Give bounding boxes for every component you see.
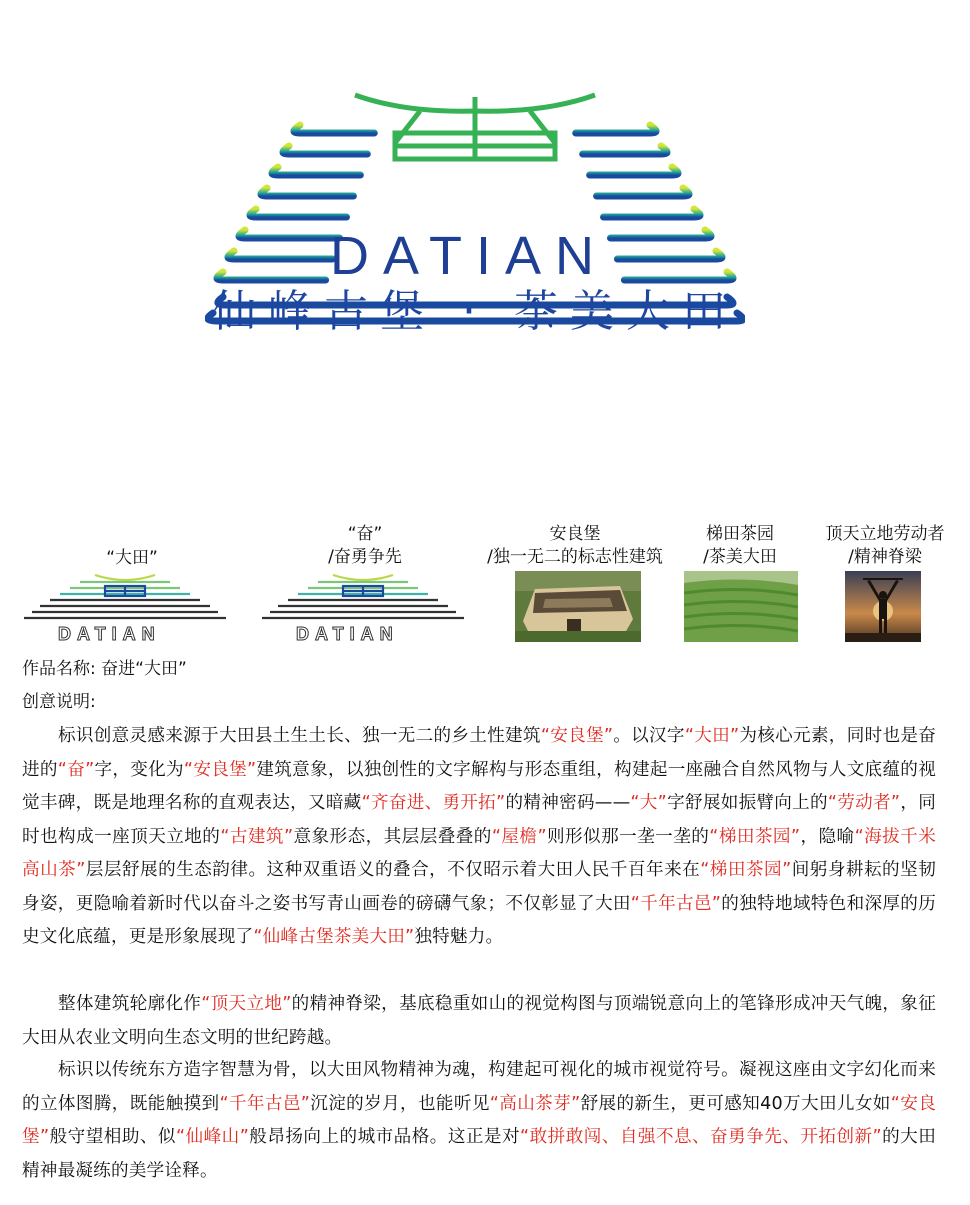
highlight-phrase: “高山茶芽” — [489, 1093, 581, 1114]
brand-wordmark: DATIAN — [330, 226, 609, 286]
highlight-phrase: “梯田茶园” — [700, 860, 792, 880]
caption-worker: 顶天立地劳动者 /精神脊梁 — [825, 524, 945, 567]
mini-wordmark-datian: DATIAN — [58, 624, 161, 644]
highlight-phrase: “安良堡” — [540, 726, 614, 746]
description-label: 创意说明: — [22, 692, 96, 712]
eave-stroke — [604, 209, 700, 217]
description-paragraph-2 — [22, 988, 936, 1055]
eave-stroke — [583, 146, 667, 154]
highlight-phrase: “顶天立地” — [201, 994, 292, 1014]
mini-wordmark-fen: DATIAN — [296, 624, 399, 644]
highlight-phrase: “大田” — [684, 726, 740, 746]
eave-stroke — [597, 188, 689, 196]
highlight-phrase: “梯田茶园” — [709, 826, 801, 847]
eave-stroke — [250, 209, 346, 217]
caption-tea-terrace: 梯田茶园 /茶美大田 — [703, 524, 777, 567]
eave-stroke — [239, 230, 340, 238]
worker-photo — [845, 571, 921, 642]
caption-anliangbao: 安良堡 /独一无二的标志性建筑 — [487, 524, 663, 567]
highlight-phrase: “古建筑” — [220, 826, 294, 847]
body-text: ，同时也构成一座顶天立地的 — [22, 793, 936, 847]
eave-stroke — [294, 125, 374, 133]
anliangbao-photo — [515, 571, 641, 642]
highlight-phrase: “劳动者” — [827, 793, 901, 813]
body-text: 建筑意象，以独创性的文字解构与形态重组，构建起一座融合自然风物与人文底蕴的视觉丰碑，既是地理名称的直观表达，又暗藏 — [22, 759, 936, 813]
highlight-phrase: “千年古邑” — [219, 1093, 311, 1114]
eave-stroke — [261, 188, 353, 196]
body-text: 标识以传统东方造字智慧为骨，以大田风物精神为魂，构建起可视化的城市视觉符号。凝视这座由文字幻化而来的立体图腾，既能触摸到 — [22, 1060, 936, 1114]
highlight-phrase: “安良堡” — [183, 759, 257, 780]
work-title: 作品名称: 奋进“大田” — [22, 659, 187, 679]
body-text: 般昂扬向上的城市品格。这正是对 — [249, 1127, 521, 1147]
highlight-phrase: “屋檐” — [491, 826, 547, 847]
eave-stroke — [228, 251, 333, 259]
body-text: ，隐喻 — [800, 826, 855, 847]
caption-fen: “奋” /奋勇争先 — [328, 524, 402, 567]
body-text: 整体建筑轮廓化作 — [58, 994, 202, 1014]
description-paragraph-1 — [22, 720, 936, 955]
body-text: 间躬身耕耘的坚韧身姿，更隐喻着新时代以奋斗之姿书写青山画卷的磅礴气象；不仅彰显了大田 — [22, 860, 936, 914]
body-text: 则形似那一垄一垄的 — [546, 826, 710, 847]
highlight-phrase: “仙峰古堡茶美大田” — [253, 927, 415, 947]
highlight-phrase: “奋” — [57, 759, 95, 780]
body-text: 舒展的新生，更可感知40万大田儿女如 — [580, 1093, 891, 1114]
brand-slogan: 仙峰古堡 · 茶美大田 — [212, 286, 738, 337]
body-text: 的大田精神最凝练的美学诠释。 — [22, 1127, 937, 1181]
highlight-phrase: “敢拼敢闯、自强不息、奋勇争先、开拓创新” — [520, 1127, 882, 1147]
tea-terrace-photo — [684, 571, 798, 642]
body-text: 的独特地域特色和深厚的历史文化底蕴，更是形象展现了 — [22, 893, 936, 947]
eave-stroke — [611, 230, 712, 238]
body-text: 沉淀的岁月，也能听见 — [310, 1093, 490, 1114]
highlight-phrase: “齐奋进、勇开拓” — [361, 793, 506, 813]
eave-stroke — [576, 125, 656, 133]
highlight-phrase: “千年古邑” — [630, 893, 722, 914]
body-text: 般守望相助、似 — [49, 1127, 176, 1147]
highlight-phrase: “安良堡” — [22, 1093, 936, 1147]
eave-stroke — [272, 167, 360, 175]
body-text: 层层舒展的生态韵律。这种双重语义的叠合，不仅昭示着大田人民千百年来在 — [85, 860, 701, 880]
body-text: 标识创意灵感来源于大田县土生土长、独一无二的乡土性建筑 — [58, 726, 541, 746]
description-paragraph-3 — [22, 1054, 936, 1188]
highlight-phrase: “大” — [630, 793, 667, 813]
body-text: 的精神密码—— — [505, 793, 631, 813]
highlight-phrase: “海拔千米高山茶” — [22, 826, 937, 880]
highlight-phrase: “仙峰山” — [175, 1127, 250, 1147]
eave-stroke — [590, 167, 678, 175]
body-text: 为核心元素，同时也是奋进的 — [22, 726, 937, 780]
body-text: 字，变化为 — [94, 759, 184, 780]
eave-stroke — [617, 251, 722, 259]
body-text: 字舒展如振臂向上的 — [667, 793, 828, 813]
body-text: 意象形态，其层层叠叠的 — [293, 826, 492, 847]
body-text: 独特魅力。 — [414, 927, 504, 947]
eave-stroke — [283, 146, 367, 154]
body-text: 的精神脊梁，基底稳重如山的视觉构图与顶端锐意向上的笔锋形成冲天气魄，象征大田从农业文明向生态文明的世纪跨越。 — [22, 994, 936, 1048]
caption-datian: “大田” — [106, 548, 158, 568]
body-text: 。以汉字 — [613, 726, 685, 746]
